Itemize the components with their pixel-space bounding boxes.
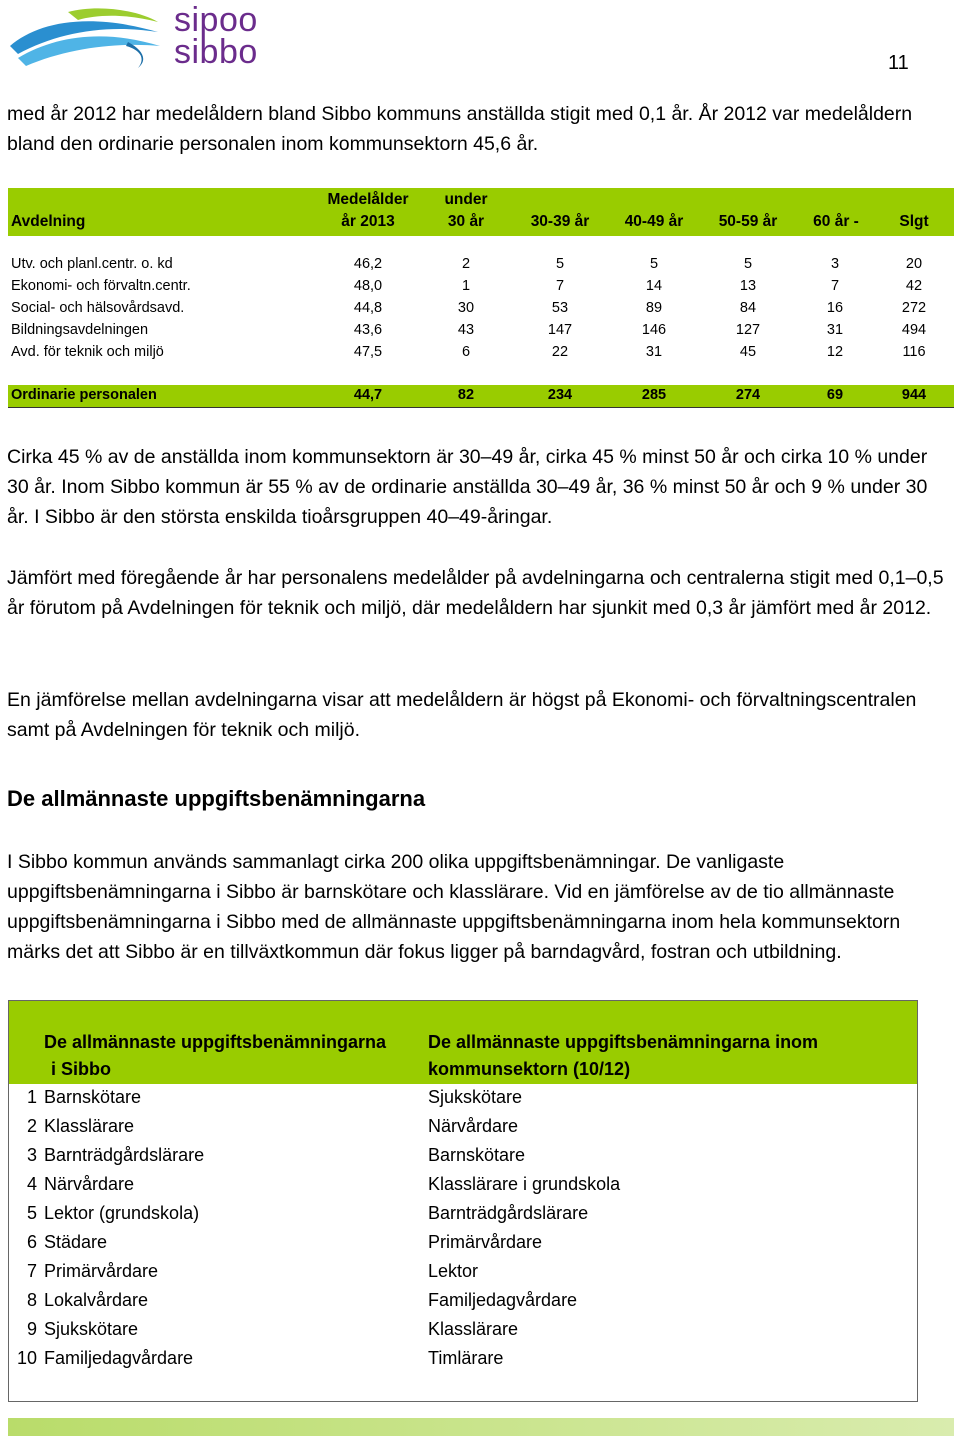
cell-40-49: 146 [641, 322, 667, 338]
list-item [9, 1345, 917, 1374]
cell-30-39: 53 [551, 300, 569, 316]
title-sibbo: Barnträdgårdslärare [44, 1145, 205, 1165]
rank: 10 [16, 1348, 37, 1368]
cell-50-59: 127 [735, 322, 761, 338]
col-40-49: 40-49 år [624, 213, 684, 230]
cell-medelalder: 43,6 [353, 322, 383, 338]
title-sibbo: Lokalvårdare [44, 1290, 149, 1310]
cell-medelalder: 44,8 [353, 300, 383, 316]
paragraph-titles: I Sibbo kommun används sammanlagt cirka 200 olika uppgiftsbenämningar. De vanligaste uppgiftsbenämningarna i Sibbo är barnskötare och klasslärare. Vid en jämförelse av de tio allmännaste uppgiftsbenämningarna i Sibbo med de allmännaste uppgiftsbenämningarna inom hela kommunsektorn märks det att Sibbo är en tillväxtkommun där fokus ligger på barndagvård, fostran och utbildning. [7, 851, 901, 963]
total-medelalder: 44,7 [353, 387, 383, 403]
title-kommunsektorn: Familjedagvårdare [428, 1290, 578, 1310]
title-kommunsektorn: Barnträdgårdslärare [428, 1203, 589, 1223]
header-kommunsektorn-line2: kommunsektorn (10/12) [428, 1059, 631, 1079]
cell-60-plus: 31 [826, 322, 844, 338]
table-row [8, 342, 954, 364]
cell-40-49: 14 [645, 278, 663, 294]
title-sibbo: Barnskötare [44, 1087, 142, 1107]
titles-table-header [9, 1001, 917, 1084]
row-department: Utv. och planl.centr. o. kd [11, 256, 173, 272]
cell-under30: 2 [461, 256, 471, 272]
list-item [9, 1287, 917, 1316]
col-30-39: 30-39 år [530, 213, 590, 230]
logo-line-1: sipoo [174, 1, 258, 39]
col-under-line1: under [444, 191, 488, 208]
rank: 2 [26, 1116, 37, 1136]
section-heading: De allmännaste uppgiftsbenämningarna [7, 786, 426, 811]
cell-40-49: 89 [645, 300, 663, 316]
age-table-header [8, 188, 954, 236]
cell-under30: 6 [461, 344, 471, 360]
rank: 4 [26, 1174, 37, 1194]
title-kommunsektorn: Klasslärare i grundskola [428, 1174, 621, 1194]
rank: 6 [26, 1232, 37, 1252]
footer-bar [8, 1418, 954, 1436]
cell-30-39: 7 [555, 278, 565, 294]
total-60-plus: 69 [826, 387, 844, 403]
cell-40-49: 5 [649, 256, 659, 272]
cell-medelalder: 48,0 [353, 278, 383, 294]
cell-30-39: 147 [547, 322, 573, 338]
col-slgt: Slgt [899, 213, 929, 230]
table-row [8, 320, 954, 342]
rank: 9 [26, 1319, 37, 1339]
cell-60-plus: 16 [826, 300, 844, 316]
logo-swoosh-icon [8, 2, 168, 72]
cell-slgt: 42 [905, 278, 923, 294]
title-sibbo: Sjukskötare [44, 1319, 139, 1339]
title-sibbo: Lektor (grundskola) [44, 1203, 200, 1223]
cell-under30: 43 [457, 322, 475, 338]
header-sibbo-line2: i Sibbo [51, 1059, 111, 1079]
list-item [9, 1229, 917, 1258]
row-department: Avd. för teknik och miljö [11, 344, 164, 360]
table-row [8, 254, 954, 276]
rank: 1 [26, 1087, 37, 1107]
cell-medelalder: 46,2 [353, 256, 383, 272]
cell-40-49: 31 [645, 344, 663, 360]
cell-30-39: 5 [555, 256, 565, 272]
title-kommunsektorn: Lektor [428, 1261, 479, 1281]
title-sibbo: Städare [44, 1232, 108, 1252]
table-row [8, 276, 954, 298]
col-medelalder-line1: Medelålder [327, 191, 409, 208]
cell-60-plus: 7 [830, 278, 840, 294]
title-kommunsektorn: Sjukskötare [428, 1087, 523, 1107]
title-kommunsektorn: Timlärare [428, 1348, 504, 1368]
sipoo-sibbo-logo [8, 2, 278, 74]
cell-50-59: 5 [743, 256, 753, 272]
total-40-49: 285 [641, 387, 667, 403]
row-department: Social- och hälsovårdsavd. [11, 300, 185, 316]
cell-under30: 1 [461, 278, 471, 294]
col-50-59: 50-59 år [718, 213, 778, 230]
total-slgt: 944 [901, 387, 927, 403]
title-kommunsektorn: Klasslärare [428, 1319, 519, 1339]
total-50-59: 274 [735, 387, 761, 403]
title-kommunsektorn: Barnskötare [428, 1145, 526, 1165]
list-item [9, 1171, 917, 1200]
cell-60-plus: 3 [830, 256, 840, 272]
title-sibbo: Närvårdare [44, 1174, 135, 1194]
title-kommunsektorn: Primärvårdare [428, 1232, 543, 1252]
list-item [9, 1084, 917, 1113]
header-kommunsektorn-line1: De allmännaste uppgiftsbenämningarna inom [428, 1032, 819, 1052]
paragraph-intro: med år 2012 har medelåldern bland Sibbo kommuns anställda stigit med 0,1 år. År 2012 var medelåldern bland den ordinarie personalen inom kommunsektorn 45,6 år. [7, 103, 913, 155]
cell-slgt: 20 [905, 256, 923, 272]
cell-50-59: 13 [739, 278, 757, 294]
title-sibbo: Primärvårdare [44, 1261, 159, 1281]
paragraph-comparison: Jämfört med föregående år har personalens medelålder på avdelningarna och centralerna stigit med 0,1–0,5 år förutom på Avdelningen för teknik och miljö, där medelåldern har sjunkit med 0,3 år jämfört med år 2012. [7, 567, 944, 619]
table-total-row [8, 385, 954, 408]
job-titles-table [8, 1000, 918, 1402]
cell-50-59: 84 [739, 300, 757, 316]
title-sibbo: Klasslärare [44, 1116, 135, 1136]
cell-50-59: 45 [739, 344, 757, 360]
row-department: Bildningsavdelningen [11, 322, 149, 338]
list-item [9, 1316, 917, 1345]
logo-line-2: sibbo [174, 33, 258, 71]
list-item [9, 1200, 917, 1229]
row-department: Ekonomi- och förvaltn.centr. [11, 278, 191, 294]
cell-under30: 30 [457, 300, 475, 316]
col-60-plus: 60 år - [813, 213, 859, 230]
table-row [8, 298, 954, 320]
header-kommunsektorn [428, 1029, 818, 1083]
cell-medelalder: 47,5 [353, 344, 383, 360]
paragraph-departments: En jämförelse mellan avdelningarna visar att medelåldern är högst på Ekonomi- och förvaltningscentralen samt på Avdelningen för teknik och miljö. [7, 689, 917, 741]
rank: 8 [26, 1290, 37, 1310]
cell-30-39: 22 [551, 344, 569, 360]
title-kommunsektorn: Närvårdare [428, 1116, 519, 1136]
list-item [9, 1113, 917, 1142]
header-sibbo [44, 1029, 386, 1083]
list-item [9, 1142, 917, 1171]
col-medelalder-line2: år 2013 [341, 213, 395, 230]
col-under-line2: 30 år [447, 213, 485, 230]
col-avdelning: Avdelning [11, 213, 86, 230]
page-number: 11 [888, 52, 909, 74]
paragraph-age-groups: Cirka 45 % av de anställda inom kommunsektorn är 30–49 år, cirka 45 % minst 50 år och cirka 10 % under 30 år. Inom Sibbo kommun är 55 % av de ordinarie anställda 30–49 år, 36 % minst 50 år och 9 % under 30 år. I Sibbo är den största enskilda tioårsgruppen 40–49-åringar. [7, 446, 928, 528]
age-distribution-table [8, 188, 954, 403]
header-sibbo-line1: De allmännaste uppgiftsbenämningarna [44, 1032, 387, 1052]
rank: 3 [26, 1145, 37, 1165]
total-under30: 82 [457, 387, 475, 403]
rank: 5 [26, 1203, 37, 1223]
list-item [9, 1258, 917, 1287]
cell-60-plus: 12 [826, 344, 844, 360]
total-30-39: 234 [547, 387, 573, 403]
total-label: Ordinarie personalen [11, 387, 157, 403]
cell-slgt: 272 [901, 300, 927, 316]
cell-slgt: 494 [901, 322, 927, 338]
cell-slgt: 116 [902, 344, 926, 360]
rank: 7 [26, 1261, 37, 1281]
title-sibbo: Familjedagvårdare [44, 1348, 194, 1368]
